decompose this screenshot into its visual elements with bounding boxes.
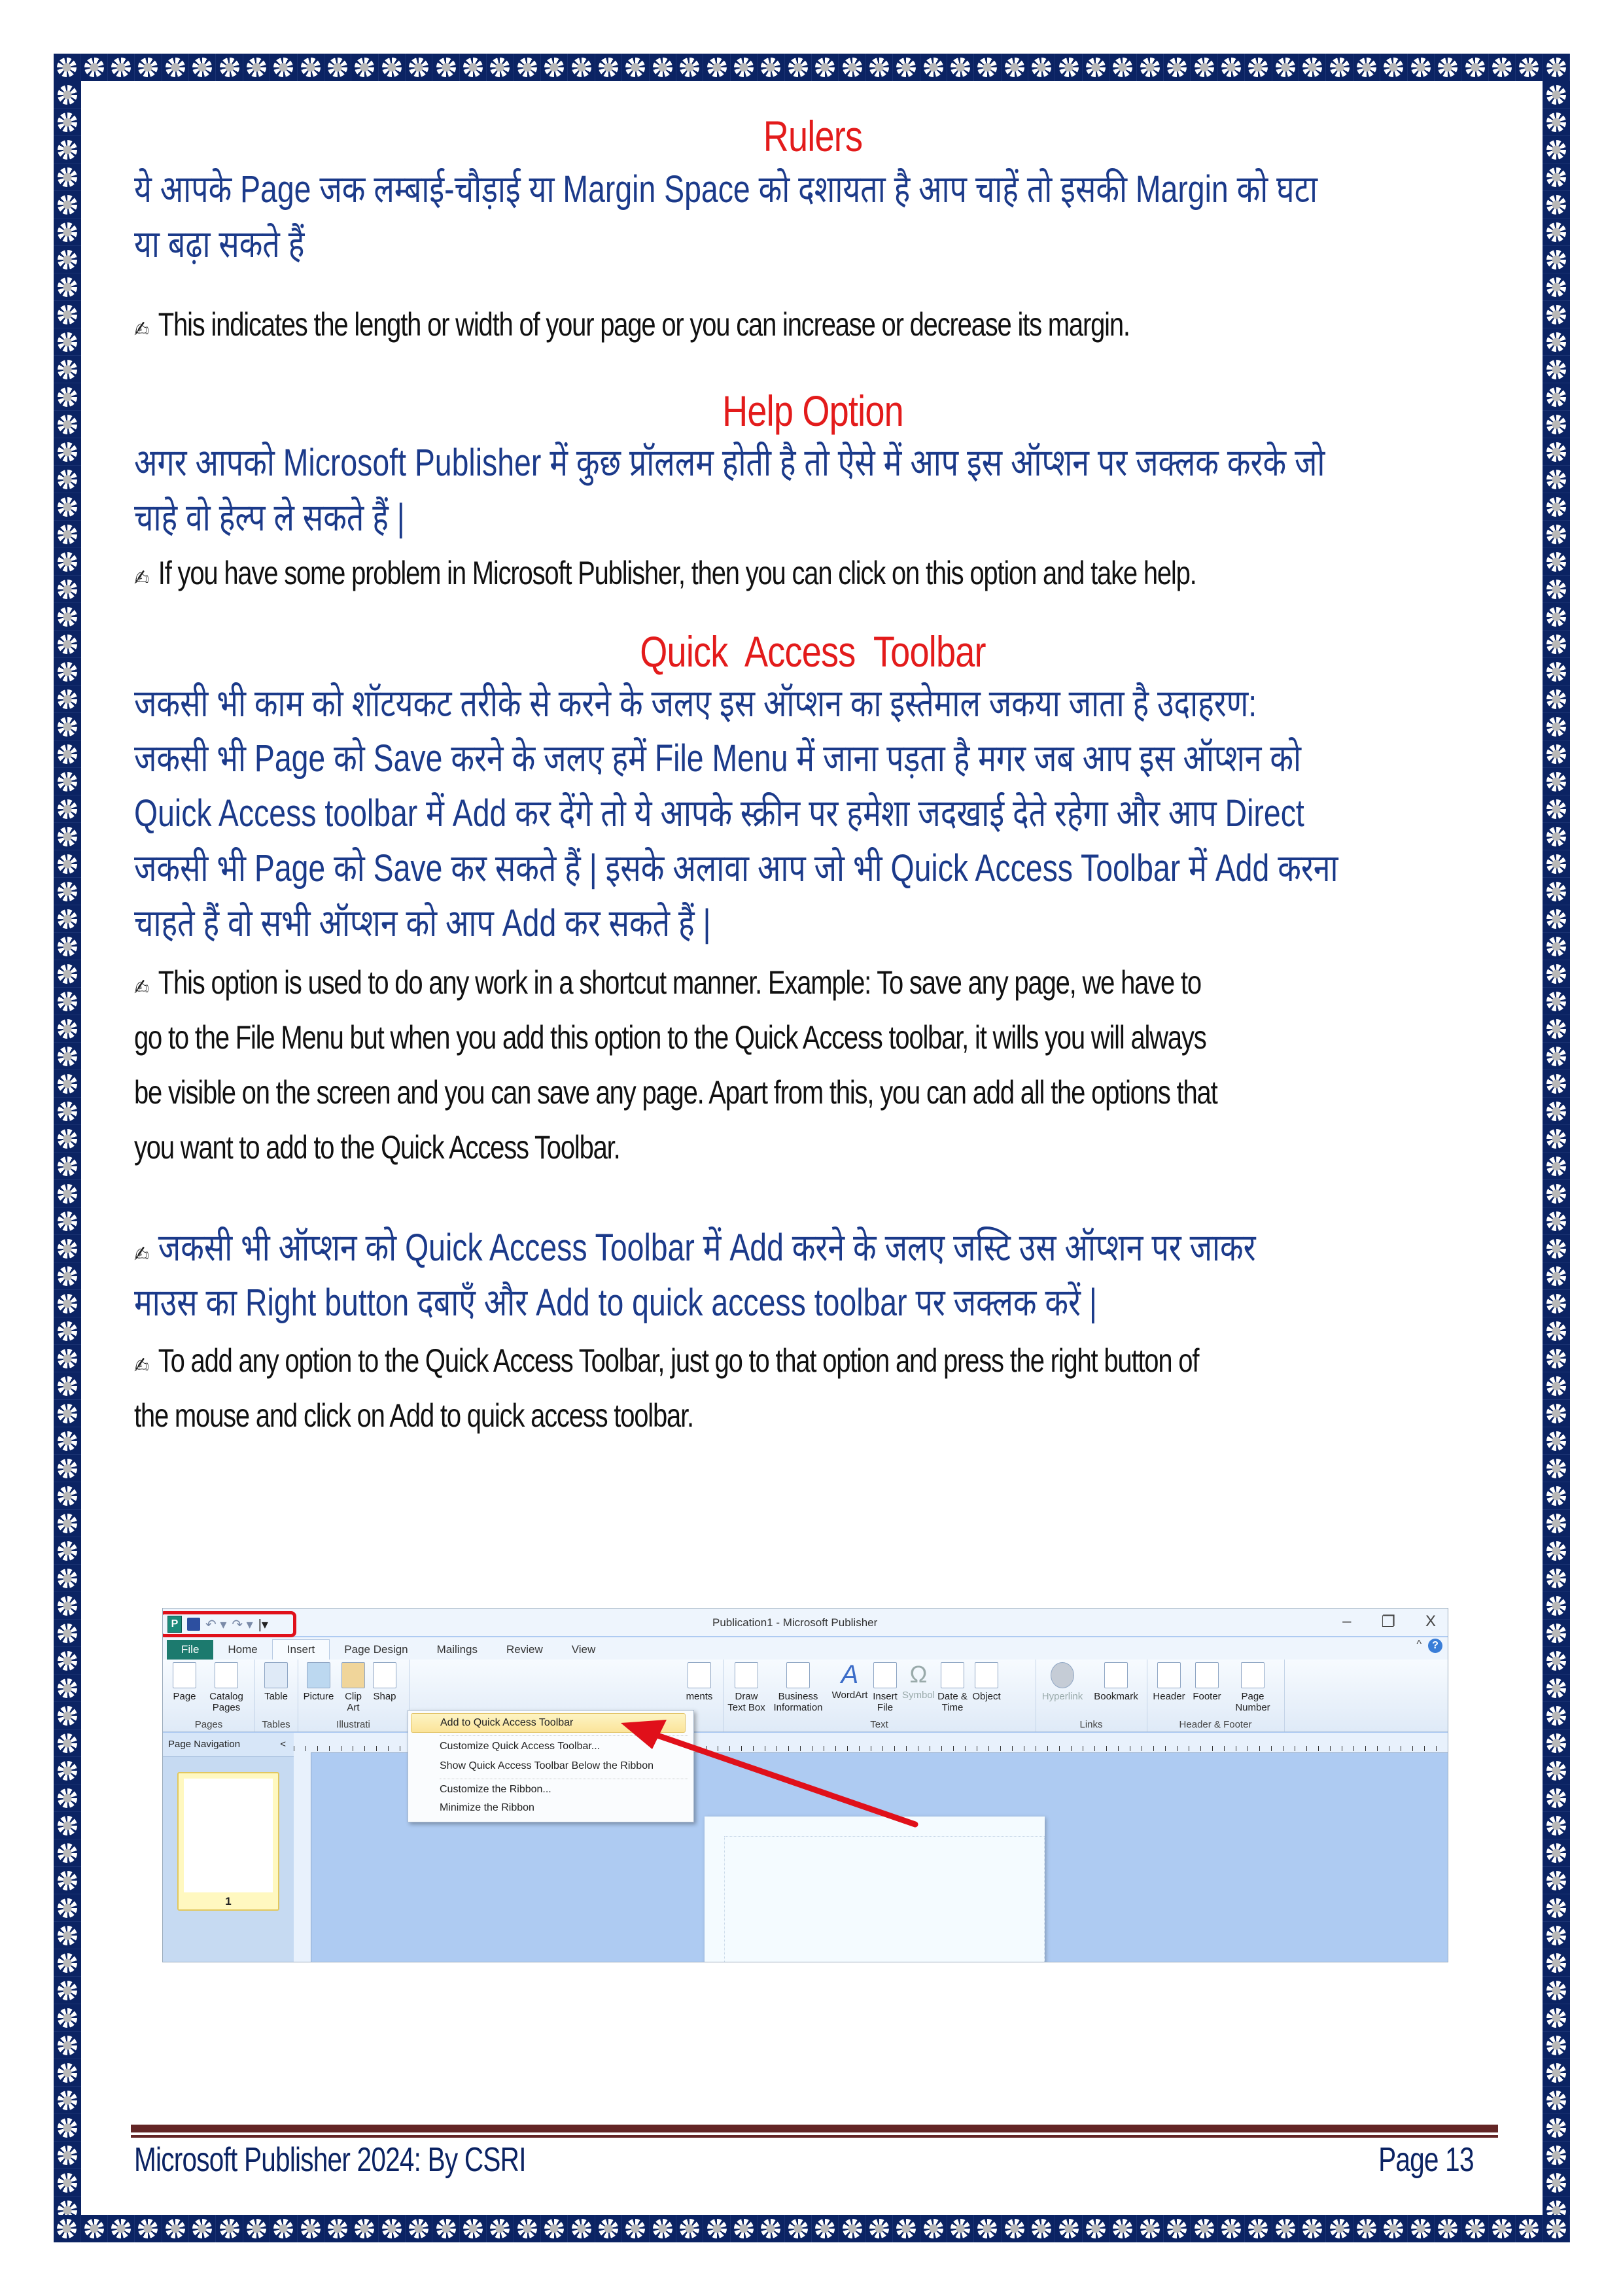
hindi-line: ये आपके Page जक लम्बाई-चौड़ाई या Margin Space को दशायता है आप चाहें तो इसकी Margin को घटा (134, 168, 1318, 211)
page-number: Page 13 (1378, 2141, 1474, 2179)
group-label: Links (1079, 1719, 1103, 1730)
page-button[interactable]: Page (168, 1662, 201, 1702)
hindi-line: जकसी भी Page को Save करने के जलए हमें File Menu में जाना पड़ता है मगर जब आप इस ऑप्शन को (134, 737, 1302, 780)
group-label: Illustrati (336, 1719, 370, 1730)
section-rulers (134, 111, 1492, 352)
redo-icon[interactable]: ↷ ▾ (232, 1617, 253, 1632)
border-left-flowers (54, 81, 81, 2215)
english-note: ✍ This indicates the length or width of your page or you can increase or decrease its margin. (134, 306, 1130, 343)
object-button[interactable]: Object (970, 1662, 1003, 1702)
english-line: go to the File Menu but when you add this option to the Quick Access toolbar, it wills you will always (134, 1019, 1206, 1056)
table-button[interactable]: Table (260, 1662, 292, 1702)
wordart-icon: A (841, 1660, 859, 1689)
pen-icon: ✍ (134, 317, 148, 342)
menu-item-minimize-ribbon[interactable]: Minimize the Ribbon (440, 1802, 534, 1813)
pen-icon: ✍ (134, 1242, 149, 1267)
wordart-button[interactable]: A WordArt (831, 1660, 868, 1701)
publisher-screenshot (162, 1608, 1448, 1962)
section-heading: Quick Access Toolbar (640, 627, 986, 676)
page-thumbnail-number: 1 (225, 1895, 232, 1907)
tab-file[interactable]: File (167, 1640, 213, 1660)
hyperlink-button[interactable]: Hyperlink (1039, 1662, 1085, 1702)
english-line: be visible on the screen and you can save any page. Apart from this, you can add all the options that (134, 1074, 1217, 1111)
tip-english (134, 1333, 1492, 1443)
tip-hindi (134, 1221, 1492, 1331)
clip-art-button[interactable]: Clip Art (338, 1662, 368, 1713)
customize-qat-icon[interactable]: |▾ (258, 1617, 268, 1632)
window-title: Publication1 - Microsoft Publisher (712, 1616, 878, 1629)
footer-rule (131, 2125, 1498, 2132)
draw-text-box-button[interactable]: Draw Text Box (727, 1662, 766, 1713)
advertisements-button[interactable]: ments (680, 1662, 719, 1702)
english-line: ✍ To add any option to the Quick Access Toolbar, just go to that option and press the right button of (134, 1342, 1199, 1379)
symbol-button[interactable]: Ω Symbol (902, 1661, 935, 1701)
section-quick-access-toolbar (134, 627, 1492, 1443)
menu-item-customize-qat[interactable]: Customize Quick Access Toolbar... (440, 1741, 601, 1752)
tab-page-design[interactable]: Page Design (344, 1643, 408, 1656)
tab-insert[interactable]: Insert (272, 1639, 330, 1660)
omega-icon: Ω (909, 1661, 928, 1688)
hindi-line: Quick Access toolbar में Add कर देंगे तो ये आपके स्क्रीन पर हमेशा जदखाई देते रहेगा और आप Direct (134, 792, 1304, 835)
section-heading: Help Option (722, 387, 903, 435)
page-navigation-header: Page Navigation < (163, 1733, 294, 1757)
pen-icon: ✍ (134, 566, 148, 591)
english-line: the mouse and click on Add to quick access toolbar. (134, 1397, 693, 1434)
english-line: you want to add to the Quick Access Toolbar. (134, 1129, 620, 1166)
section-heading: Rulers (763, 112, 863, 160)
page-number-button[interactable]: Page Number (1228, 1662, 1278, 1713)
business-information-button[interactable]: Business Information (769, 1662, 828, 1713)
bookmark-button[interactable]: Bookmark (1091, 1662, 1142, 1702)
hindi-line: या बढ़ा सकते हैं (134, 223, 305, 266)
hindi-line: चाहते हैं वो सभी ऑप्शन को आप Add कर सकते हैं | (134, 902, 711, 945)
catalog-pages-button[interactable]: Catalog Pages (203, 1662, 249, 1713)
header-button[interactable]: Header (1151, 1662, 1187, 1702)
collapse-ribbon-icon[interactable]: ^ (1416, 1639, 1422, 1650)
collapse-pane-icon[interactable]: < (280, 1739, 286, 1750)
group-label: Tables (262, 1719, 290, 1730)
english-line: ✍ This option is used to do any work in a shortcut manner. Example: To save any page, we have to (134, 964, 1201, 1001)
help-icon[interactable]: ? (1428, 1639, 1442, 1653)
shapes-button[interactable]: Shap (370, 1662, 400, 1702)
footer-rule-thin (131, 2135, 1498, 2138)
hindi-line: ✍ जकसी भी ऑप्शन को Quick Access Toolbar में Add करने के जलए जस्टि उस ऑप्शन पर जाकर (134, 1226, 1256, 1269)
picture-button[interactable]: Picture (300, 1662, 337, 1702)
close-button[interactable]: X (1425, 1612, 1436, 1630)
tab-view[interactable]: View (571, 1643, 596, 1656)
undo-icon[interactable]: ↶ ▾ (205, 1617, 227, 1632)
minimize-button[interactable]: – (1342, 1612, 1352, 1630)
pen-icon: ✍ (134, 975, 148, 1000)
border-right-flowers (1543, 81, 1570, 2215)
menu-item-show-qat-below[interactable]: Show Quick Access Toolbar Below the Ribbon (440, 1760, 654, 1771)
pen-icon: ✍ (134, 1353, 148, 1378)
border-top-flowers (54, 54, 1570, 81)
publisher-logo-icon[interactable]: P (167, 1616, 182, 1633)
footer-title: Microsoft Publisher 2024: By CSRI (134, 2141, 526, 2179)
footer-button[interactable]: Footer (1189, 1662, 1225, 1702)
hindi-line: अगर आपको Microsoft Publisher में कुछ प्रॉललम होती है तो ऐसे में आप इस ऑप्शन पर जक्लक करके जो (134, 442, 1325, 484)
date-time-button[interactable]: Date & Time (937, 1662, 968, 1713)
tab-review[interactable]: Review (506, 1643, 543, 1656)
english-paragraph (134, 955, 1492, 1175)
tab-home[interactable]: Home (228, 1643, 258, 1656)
hindi-line: चाहे वो हेल्प ले सकते हैं | (134, 496, 405, 539)
tab-mailings[interactable]: Mailings (436, 1643, 478, 1656)
hindi-line: जकसी भी Page को Save कर सकते हैं | इसके अलावा आप जो भी Quick Access Toolbar में Add करना (134, 847, 1338, 890)
border-bottom-flowers (54, 2215, 1570, 2242)
menu-item-add-to-qat[interactable]: Add to Quick Access Toolbar (411, 1713, 686, 1733)
red-arrow-annotation (163, 1609, 1448, 1962)
page-content (134, 111, 1492, 1443)
hindi-line: जकसी भी काम को शॉटयकट तरीके से करने के जलए इस ऑप्शन का इस्तेमाल जकया जाता है उदाहरण: (134, 682, 1257, 725)
group-label: Pages (194, 1719, 223, 1730)
group-label: Header & Footer (1179, 1719, 1252, 1730)
section-help-option (134, 386, 1492, 600)
group-label: Text (870, 1719, 888, 1730)
english-note: ✍ If you have some problem in Microsoft Publisher, then you can click on this option and take help. (134, 555, 1196, 591)
menu-item-customize-ribbon[interactable]: Customize the Ribbon... (440, 1784, 551, 1795)
restore-button[interactable]: ❐ (1381, 1613, 1395, 1631)
insert-file-button[interactable]: Insert File (871, 1662, 899, 1713)
hindi-line: माउस का Right button दबाएँ और Add to quick access toolbar पर जक्लक करें | (134, 1281, 1097, 1324)
